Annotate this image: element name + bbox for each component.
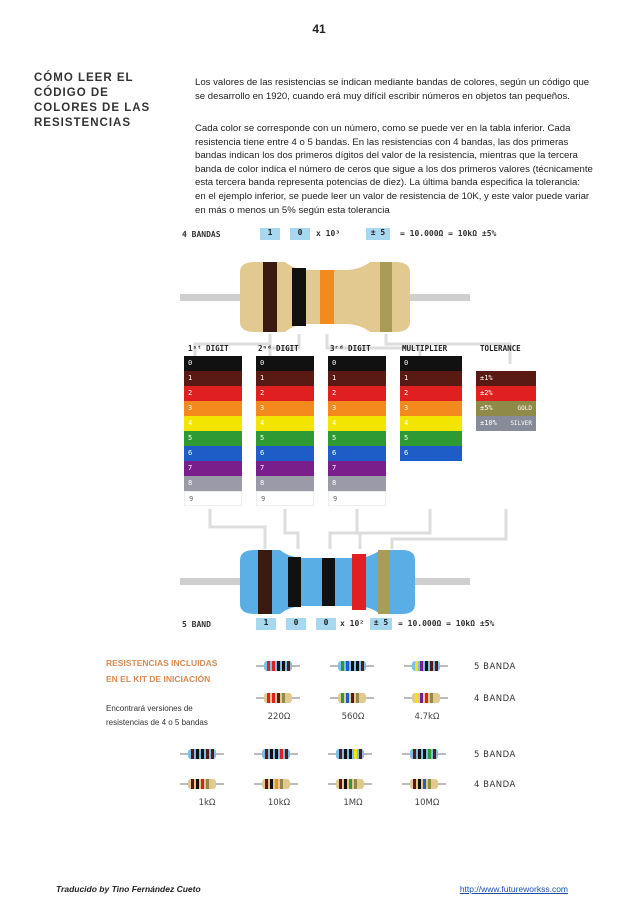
col-d2-black-cell: 0 bbox=[256, 356, 314, 371]
page-number: 41 bbox=[312, 22, 326, 36]
mini-resistor-icon bbox=[328, 748, 372, 760]
kit-row-5band-b bbox=[180, 748, 480, 762]
col-d1-yellow-cell: 4 bbox=[184, 416, 242, 431]
col-d2-violet-cell: 7 bbox=[256, 461, 314, 476]
col-d1-orange-cell: 3 bbox=[184, 401, 242, 416]
explanation-paragraph: Cada color se corresponde con un número, como se puede ver en la tabla inferior. Cada resistencia tiene entre 4 o 5 bandas. En las resistencias con 4 bandas, las dos primeras bandas indican los dos primeros dígitos del valor de la resistencia, mientras que la tercera banda de color indica el número de ceros que sigue a los dos primeros valores (técnicamente esta tercera banda representa potencias de diez). La última banda especifica la tolerancia: en el ejemplo inferior, se puede leer un valor de resistencia de 10K, y este valor puede variar en más o menos un 5% según esta tolerancia bbox=[195, 123, 593, 216]
col-mult-blue-cell: 6 bbox=[400, 446, 462, 461]
kit-row-5band-a bbox=[256, 660, 476, 674]
kit-value-1k: 1kΩ bbox=[198, 798, 216, 808]
mini-resistor-icon bbox=[180, 778, 224, 790]
mini-resistor-icon bbox=[404, 660, 448, 672]
kit-value-220: 220Ω bbox=[267, 712, 291, 722]
kit-note-line1: Encontrará versiones de bbox=[106, 704, 193, 713]
section-title: CÓMO LEER EL CÓDIGO DE COLORES DE LAS RESISTENCIAS bbox=[34, 72, 151, 129]
five-band-tolerance: ± 5 bbox=[370, 618, 392, 630]
kit-5band-label-a: 5 BANDA bbox=[474, 662, 516, 672]
col-d1-blue-cell: 6 bbox=[184, 446, 242, 461]
digit3-header: 3ʳᵈ DIGIT bbox=[330, 344, 371, 353]
mini-resistor-icon bbox=[254, 778, 298, 790]
col-d2-green-cell: 5 bbox=[256, 431, 314, 446]
tolerance-column bbox=[476, 371, 536, 431]
col-d3-black-cell: 0 bbox=[328, 356, 386, 371]
col-d3-orange-cell: 3 bbox=[328, 401, 386, 416]
col-d2-red-cell: 2 bbox=[256, 386, 314, 401]
col-mult-green-cell: 5 bbox=[400, 431, 462, 446]
col-mult-black-cell: 0 bbox=[400, 356, 462, 371]
col-mult-red-cell: 2 bbox=[400, 386, 462, 401]
intro-paragraph: Los valores de las resistencias se indican mediante bandas de colores, según un código que se desarrollo en 1920, cuando erá muy difícil escribir números en objetos tan pequeños. bbox=[195, 77, 590, 102]
kit-value-10m: 10MΩ bbox=[414, 798, 440, 808]
kit-title-line1: RESISTENCIAS INCLUIDAS bbox=[106, 658, 218, 668]
kit-section bbox=[106, 656, 526, 816]
color-code-infographic bbox=[170, 224, 550, 644]
digit1-column bbox=[184, 356, 242, 506]
col-d1-green-cell: 5 bbox=[184, 431, 242, 446]
col-d3-blue-cell: 6 bbox=[328, 446, 386, 461]
col-mult-orange-cell: 3 bbox=[400, 401, 462, 416]
col-d2-grey-cell: 8 bbox=[256, 476, 314, 491]
col-d3-grey-cell: 8 bbox=[328, 476, 386, 491]
kit-4band-label-b: 4 BANDA bbox=[474, 780, 516, 790]
col-mult-brown-cell: 1 bbox=[400, 371, 462, 386]
col-d1-black-cell: 0 bbox=[184, 356, 242, 371]
multiplier-column bbox=[400, 356, 462, 461]
kit-value-1m: 1MΩ bbox=[343, 798, 363, 808]
col-d1-violet-cell: 7 bbox=[184, 461, 242, 476]
footer-credit: Traducido by Tino Fernández Cueto bbox=[56, 884, 201, 894]
tolerance-header: TOLERANCE bbox=[480, 344, 521, 353]
digit3-column bbox=[328, 356, 386, 506]
col-d1-brown-cell: 1 bbox=[184, 371, 242, 386]
kit-row-4band-b bbox=[180, 778, 480, 792]
kit-value-560: 560Ω bbox=[341, 712, 365, 722]
four-band-result: = 10.000Ω = 10kΩ ±5% bbox=[400, 229, 497, 238]
col-d2-yellow-cell: 4 bbox=[256, 416, 314, 431]
col-d3-yellow-cell: 4 bbox=[328, 416, 386, 431]
col-d2-brown-cell: 1 bbox=[256, 371, 314, 386]
col-d2-blue-cell: 6 bbox=[256, 446, 314, 461]
five-band-digit1: 1 bbox=[256, 618, 276, 630]
digit1-header: 1ˢᵗ DIGIT bbox=[188, 344, 229, 353]
kit-4band-label-a: 4 BANDA bbox=[474, 694, 516, 704]
tolerance-row: ±5% GOLD bbox=[476, 401, 536, 416]
mini-resistor-icon bbox=[402, 748, 446, 760]
five-band-multiplier: x 10² bbox=[340, 619, 365, 628]
col-d1-grey-cell: 8 bbox=[184, 476, 242, 491]
five-band-resistor bbox=[170, 542, 550, 622]
kit-value-10k: 10kΩ bbox=[267, 798, 291, 808]
five-band-result: = 10.000Ω = 10kΩ ±5% bbox=[398, 619, 495, 628]
mini-resistor-icon bbox=[330, 660, 374, 672]
mini-resistor-icon bbox=[404, 692, 448, 704]
digit2-header: 2ⁿᵈ DIGIT bbox=[258, 344, 299, 353]
mini-resistor-icon bbox=[330, 692, 374, 704]
four-band-tolerance: ± 5 bbox=[366, 228, 390, 240]
kit-note-line2: resistencias de 4 o 5 bandas bbox=[106, 718, 208, 727]
four-band-multiplier: x 10³ bbox=[316, 229, 341, 238]
mini-resistor-icon bbox=[328, 778, 372, 790]
mini-resistor-icon bbox=[254, 748, 298, 760]
four-band-digit1: 1 bbox=[260, 228, 280, 240]
kit-5band-label-b: 5 BANDA bbox=[474, 750, 516, 760]
tolerance-row: ±2% bbox=[476, 386, 536, 401]
five-band-digit3: 0 bbox=[316, 618, 336, 630]
col-d3-red-cell: 2 bbox=[328, 386, 386, 401]
mini-resistor-icon bbox=[256, 692, 300, 704]
tolerance-row: ±1% bbox=[476, 371, 536, 386]
kit-title-line2: EN EL KIT DE INICIACIÓN bbox=[106, 674, 211, 684]
col-d1-red-cell: 2 bbox=[184, 386, 242, 401]
four-band-digit2: 0 bbox=[290, 228, 310, 240]
kit-value-4k7: 4.7kΩ bbox=[414, 712, 440, 722]
col-d3-white-cell: 9 bbox=[328, 491, 386, 506]
mini-resistor-icon bbox=[402, 778, 446, 790]
digit2-column bbox=[256, 356, 314, 506]
tolerance-row: ±10% SILVER bbox=[476, 416, 536, 431]
four-band-label: 4 BANDAS bbox=[182, 230, 221, 239]
five-band-label: 5 BAND bbox=[182, 620, 211, 629]
col-d1-white-cell: 9 bbox=[184, 491, 242, 506]
col-d2-white-cell: 9 bbox=[256, 491, 314, 506]
col-d2-orange-cell: 3 bbox=[256, 401, 314, 416]
col-d3-brown-cell: 1 bbox=[328, 371, 386, 386]
mini-resistor-icon bbox=[180, 748, 224, 760]
five-band-digit2: 0 bbox=[286, 618, 306, 630]
mini-resistor-icon bbox=[256, 660, 300, 672]
col-mult-yellow-cell: 4 bbox=[400, 416, 462, 431]
footer-link[interactable]: http://www.futureworkss.com bbox=[459, 884, 568, 894]
multiplier-header: MULTIPLIER bbox=[402, 344, 448, 353]
kit-row-4band-a bbox=[256, 692, 476, 706]
col-d3-green-cell: 5 bbox=[328, 431, 386, 446]
col-d3-violet-cell: 7 bbox=[328, 461, 386, 476]
